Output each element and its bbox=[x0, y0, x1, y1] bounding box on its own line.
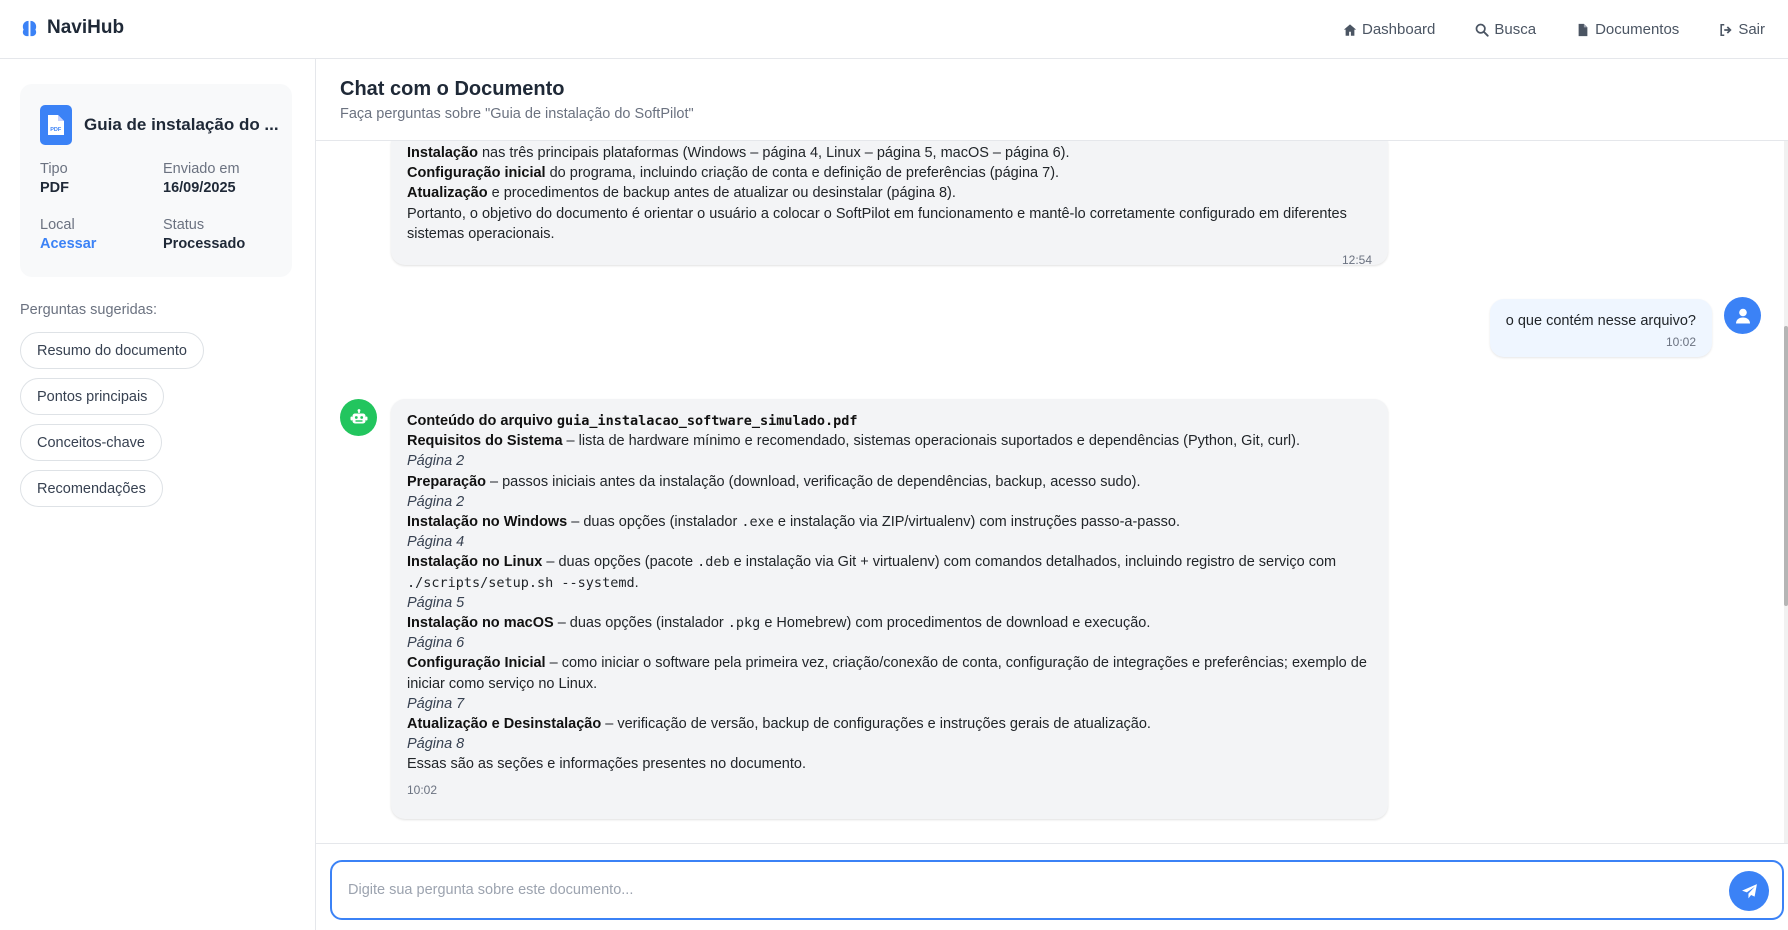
scrollbar-thumb[interactable] bbox=[1784, 326, 1788, 606]
text: – duas opções (instalador bbox=[553, 615, 728, 632]
send-button[interactable] bbox=[1729, 871, 1769, 911]
text: – passos iniciais antes da instalação (download, verificação de dependências, backup, acesso sudo). bbox=[486, 473, 1141, 490]
meta-local-label: Local bbox=[40, 217, 75, 233]
meta-local bbox=[40, 217, 96, 252]
message-time: 12:54 bbox=[1341, 253, 1372, 268]
message-time: 10:02 bbox=[407, 782, 438, 797]
suggestion-chip[interactable]: Resumo do documento bbox=[20, 332, 204, 369]
suggestion-chip[interactable]: Conceitos-chave bbox=[20, 424, 162, 461]
meta-sent bbox=[163, 161, 240, 196]
user-message-text: o que contém nesse arquivo? bbox=[1505, 313, 1696, 329]
bold-text: Configuração inicial bbox=[407, 165, 546, 182]
meta-sent-label: Enviado em bbox=[163, 161, 240, 177]
inline-code: .exe bbox=[741, 514, 774, 531]
question-input[interactable] bbox=[348, 862, 1728, 918]
nav-search[interactable] bbox=[1475, 21, 1536, 38]
meta-type bbox=[40, 161, 69, 196]
bold-text: Atualização bbox=[407, 185, 488, 202]
message-line bbox=[407, 472, 1372, 492]
nav-logout[interactable] bbox=[1719, 21, 1765, 38]
message-line bbox=[407, 163, 1372, 183]
nav-logout-label: Sair bbox=[1738, 21, 1765, 38]
bold-text: Configuração Inicial bbox=[407, 655, 546, 672]
page-reference: Página 5 bbox=[407, 594, 465, 611]
nav-documents-label: Documentos bbox=[1595, 21, 1680, 38]
user-icon bbox=[1733, 306, 1753, 326]
text: – lista de hardware mínimo e recomendado, sistemas operacionais suportados e dependências (Python, Git, curl). bbox=[562, 433, 1300, 450]
message-line bbox=[407, 143, 1372, 163]
file-icon bbox=[1576, 23, 1590, 37]
input-bar bbox=[316, 843, 1788, 930]
message-line: Portanto, o objetivo do documento é orientar o usuário a colocar o SoftPilot em funcionamento e mantê-lo corretamente configurado em diferentes sistemas operacionais. bbox=[407, 205, 1347, 242]
text: e instalação via ZIP/virtualenv) com instruções passo-a-passo. bbox=[773, 514, 1181, 531]
text: do programa, incluindo criação de conta e definição de preferências (página 7). bbox=[545, 165, 1060, 182]
bold-text: Requisitos do Sistema bbox=[407, 433, 563, 450]
suggestions-title: Perguntas sugeridas: bbox=[20, 302, 158, 318]
brain-icon bbox=[20, 19, 39, 38]
nav-documents[interactable] bbox=[1576, 21, 1679, 38]
page-reference: Página 2 bbox=[407, 453, 465, 470]
page-reference: Página 2 bbox=[407, 493, 465, 510]
message-time: 10:02 bbox=[1665, 335, 1696, 349]
message-line bbox=[407, 512, 1372, 532]
nav-search-label: Busca bbox=[1494, 21, 1537, 38]
page-reference: Página 6 bbox=[407, 635, 465, 652]
message-line bbox=[407, 183, 1372, 203]
document-card bbox=[20, 84, 292, 277]
suggestion-chip[interactable]: Recomendações bbox=[20, 470, 163, 507]
meta-sent-value: 16/09/2025 bbox=[163, 180, 236, 196]
search-icon bbox=[1475, 23, 1489, 37]
text: – duas opções (pacote bbox=[542, 554, 698, 571]
bold-text: Instalação no macOS bbox=[407, 615, 554, 632]
filename-code: guia_instalacao_software_simulado.pdf bbox=[556, 413, 858, 429]
page-reference: Página 4 bbox=[407, 534, 465, 551]
text: e procedimentos de backup antes de atualizar ou desinstalar (página 8). bbox=[487, 185, 956, 202]
question-input-box bbox=[330, 860, 1784, 920]
sidebar bbox=[0, 59, 316, 930]
meta-type-label: Tipo bbox=[40, 161, 68, 177]
nav-dashboard-label: Dashboard bbox=[1362, 21, 1436, 38]
text: e Homebrew) com procedimentos de download e execução. bbox=[760, 615, 1151, 632]
meta-status bbox=[163, 217, 245, 252]
message-line bbox=[407, 613, 1372, 633]
meta-status-label: Status bbox=[163, 217, 205, 233]
scrollbar[interactable] bbox=[1784, 141, 1788, 843]
text: – duas opções (instalador bbox=[567, 514, 742, 531]
bold-text: Conteúdo do arquivo bbox=[407, 413, 557, 429]
message-line bbox=[407, 653, 1372, 693]
suggestion-chip[interactable]: Pontos principais bbox=[20, 378, 164, 415]
robot-icon bbox=[349, 408, 369, 428]
bot-avatar bbox=[340, 399, 377, 436]
bold-text: Atualização e Desinstalação bbox=[407, 716, 602, 733]
bot-message bbox=[391, 141, 1388, 268]
bold-text: Instalação bbox=[407, 145, 478, 161]
message-line bbox=[407, 431, 1372, 451]
bold-text: Instalação no Windows bbox=[407, 514, 568, 531]
access-link[interactable]: Acessar bbox=[40, 236, 97, 252]
message-list[interactable] bbox=[316, 141, 1788, 843]
bold-text: Preparação bbox=[407, 473, 486, 490]
inline-code: ./scripts/setup.sh --systemd bbox=[407, 574, 635, 591]
meta-type-value: PDF bbox=[40, 180, 69, 196]
inline-code: .pkg bbox=[727, 615, 761, 632]
chat-header bbox=[316, 59, 1788, 141]
nav-dashboard[interactable] bbox=[1343, 21, 1435, 38]
paper-plane-icon bbox=[1741, 883, 1758, 900]
text: – como iniciar o software pela primeira vez, criação/conexão de conta, configuração de integrações e preferências; exemplo de iniciar como serviço no Linux. bbox=[407, 655, 1367, 692]
logout-icon bbox=[1719, 23, 1733, 37]
bot-message bbox=[391, 399, 1388, 819]
inline-code: .deb bbox=[697, 554, 730, 571]
page-reference: Página 7 bbox=[407, 695, 465, 712]
brand[interactable] bbox=[20, 17, 124, 39]
meta-status-value: Processado bbox=[163, 236, 246, 252]
brand-name: NaviHub bbox=[47, 17, 125, 38]
chat-title: Chat com o Documento bbox=[340, 78, 565, 100]
home-icon bbox=[1343, 23, 1357, 37]
user-avatar bbox=[1724, 297, 1761, 334]
bold-text: Instalação no Linux bbox=[407, 554, 543, 571]
message-line bbox=[407, 714, 1372, 734]
message-line bbox=[407, 411, 1372, 431]
user-message bbox=[1490, 299, 1712, 357]
message-line: Essas são as seções e informações presentes no documento. bbox=[407, 756, 806, 773]
text: e instalação via Git + virtualenv) com comandos detalhados, incluindo registro de serviço com bbox=[729, 554, 1337, 571]
svg-text:PDF: PDF bbox=[50, 127, 62, 133]
page-reference: Página 8 bbox=[407, 736, 465, 753]
text: – verificação de versão, backup de configurações e instruções gerais de atualização. bbox=[601, 716, 1151, 733]
pdf-file-icon bbox=[40, 105, 72, 145]
text: nas três principais plataformas (Windows – página 4, Linux – página 5, macOS – página 6). bbox=[477, 145, 1070, 161]
text: . bbox=[634, 574, 639, 591]
message-line bbox=[407, 552, 1372, 592]
top-navbar bbox=[0, 0, 1788, 59]
document-title: Guia de instalação do ... bbox=[84, 115, 279, 134]
chat-subtitle: Faça perguntas sobre "Guia de instalação do SoftPilot" bbox=[340, 106, 694, 122]
